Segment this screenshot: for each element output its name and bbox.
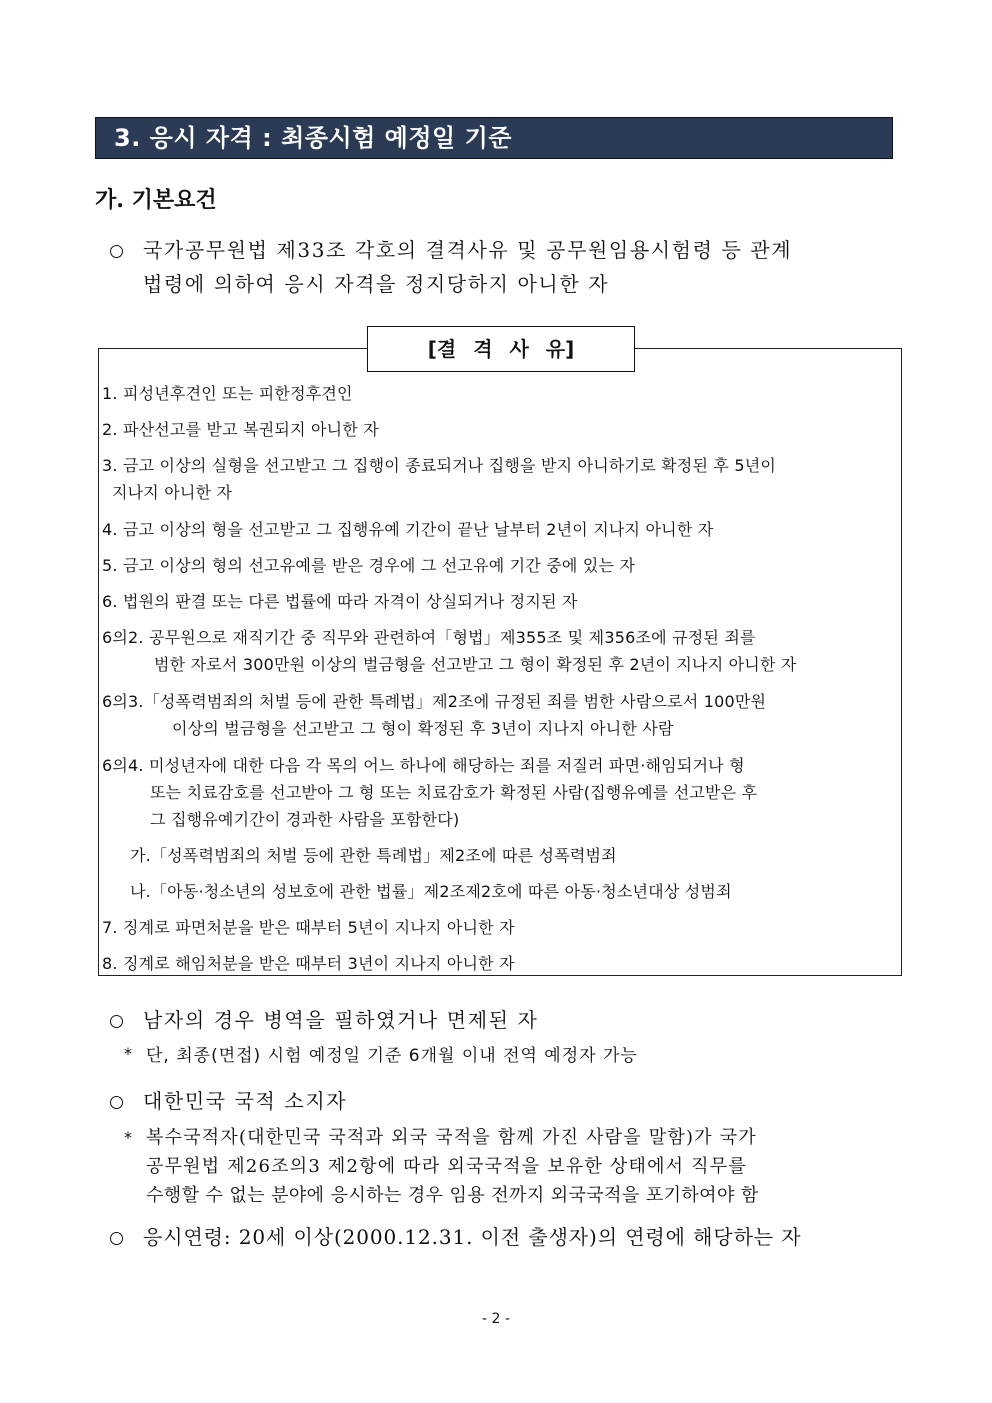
item-text: 5. 금고 이상의 형의 선고유예를 받은 경우에 그 선고유예 기간 중에 있는 자 <box>102 556 636 575</box>
note-mark: * <box>124 1044 132 1063</box>
disqualification-item <box>102 624 898 678</box>
circle-bullet-icon <box>110 1232 123 1245</box>
disqualification-item <box>102 914 898 941</box>
subheading: 가. 기본요건 <box>95 187 217 213</box>
item-continuation: 지나지 아니한 자 <box>112 483 233 502</box>
item-text: 가.「성폭력범죄의 처벌 등에 관한 특례법」제2조에 따른 성폭력범죄 <box>130 846 617 865</box>
item-text: 4. 금고 이상의 형을 선고받고 그 집행유예 기간이 끝난 날부터 2년이 지나지 아니한 자 <box>102 520 714 539</box>
circle-bullet-icon <box>110 245 123 258</box>
item-text: 1. 피성년후견인 또는 피한정후견인 <box>102 384 353 403</box>
military-note: 단, 최종(면접) 시험 예정일 기준 6개월 이내 전역 예정자 가능 <box>146 1046 638 1066</box>
nationality-requirement: 대한민국 국적 소지자 <box>143 1089 348 1113</box>
nationality-note-line3: 수행할 수 없는 분야에 응시하는 경우 임용 전까지 외국국적을 포기하여야 함 <box>146 1185 759 1206</box>
nationality-note-line1: 복수국적자(대한민국 국적과 외국 국적을 함께 가진 사람을 말함)가 국가 <box>146 1127 757 1148</box>
item-continuation: 또는 치료감호를 선고받아 그 형 또는 치료감호가 확정된 사람(집행유예를 선고받은 후 <box>150 783 758 802</box>
page-number: - 2 - <box>482 1311 510 1327</box>
item-text: 나.「아동·청소년의 성보호에 관한 법률」제2조제2호에 따른 아동·청소년대상 성범죄 <box>130 882 732 901</box>
section-title: 3. 응시 자격 : 최종시험 예정일 기준 <box>95 117 893 159</box>
item-text: 6의2. 공무원으로 재직기간 중 직무와 관련하여「형법」제355조 및 제356조에 규정된 죄를 <box>102 628 756 647</box>
age-requirement: 응시연령: 20세 이상(2000.12.31. 이전 출생자)의 연령에 해당하는 자 <box>143 1225 802 1249</box>
disqualification-title: [결 격 사 유] <box>367 326 635 372</box>
disqualification-item <box>102 380 898 407</box>
item-text: 6의4. 미성년자에 대한 다음 각 목의 어느 하나에 해당하는 죄를 저질러 파면·해임되거나 형 <box>102 756 745 775</box>
disqualification-item <box>102 516 898 543</box>
circle-bullet-icon <box>110 1015 123 1028</box>
item-continuation: 범한 자로서 300만원 이상의 벌금형을 선고받고 그 형이 확정된 후 2년이 지나지 아니한 자 <box>154 655 797 674</box>
disqualification-item <box>102 878 926 905</box>
disqualification-item <box>102 688 898 742</box>
disqualification-item <box>102 752 898 833</box>
item-text: 6의3.「성폭력범죄의 처벌 등에 관한 특례법」제2조에 규정된 죄를 범한 사람으로서 100만원 <box>102 692 767 711</box>
disqualification-item <box>102 552 898 579</box>
disqualification-item <box>102 842 926 869</box>
circle-bullet-icon <box>110 1096 123 1109</box>
note-mark: * <box>124 1128 132 1147</box>
nationality-note-line2: 공무원법 제26조의3 제2항에 따라 외국국적을 보유한 상태에서 직무를 <box>146 1156 747 1177</box>
item-continuation: 이상의 벌금형을 선고받고 그 형이 확정된 후 3년이 지나지 아니한 사람 <box>172 719 674 738</box>
basic-requirement-line2: 법령에 의하여 응시 자격을 정지당하지 아니한 자 <box>143 272 610 296</box>
item-text: 7. 징계로 파면처분을 받은 때부터 5년이 지나지 아니한 자 <box>102 918 515 937</box>
disqualification-item <box>102 588 898 615</box>
military-requirement: 남자의 경우 병역을 필하였거나 면제된 자 <box>143 1008 539 1032</box>
item-text: 3. 금고 이상의 실형을 선고받고 그 집행이 종료되거나 집행을 받지 아니하기로 확정된 후 5년이 <box>102 456 777 475</box>
disqualification-item <box>102 452 898 506</box>
item-text: 8. 징계로 해임처분을 받은 때부터 3년이 지나지 아니한 자 <box>102 954 515 973</box>
disqualification-item <box>102 416 898 443</box>
item-text: 6. 법원의 판결 또는 다른 법률에 따라 자격이 상실되거나 정지된 자 <box>102 592 578 611</box>
item-text: 2. 파산선고를 받고 복권되지 아니한 자 <box>102 420 379 439</box>
basic-requirement-line1: 국가공무원법 제33조 각호의 결격사유 및 공무원임용시험령 등 관계 <box>143 238 793 262</box>
item-continuation: 그 집행유예기간이 경과한 사람을 포함한다) <box>150 810 460 829</box>
disqualification-item <box>102 950 898 977</box>
